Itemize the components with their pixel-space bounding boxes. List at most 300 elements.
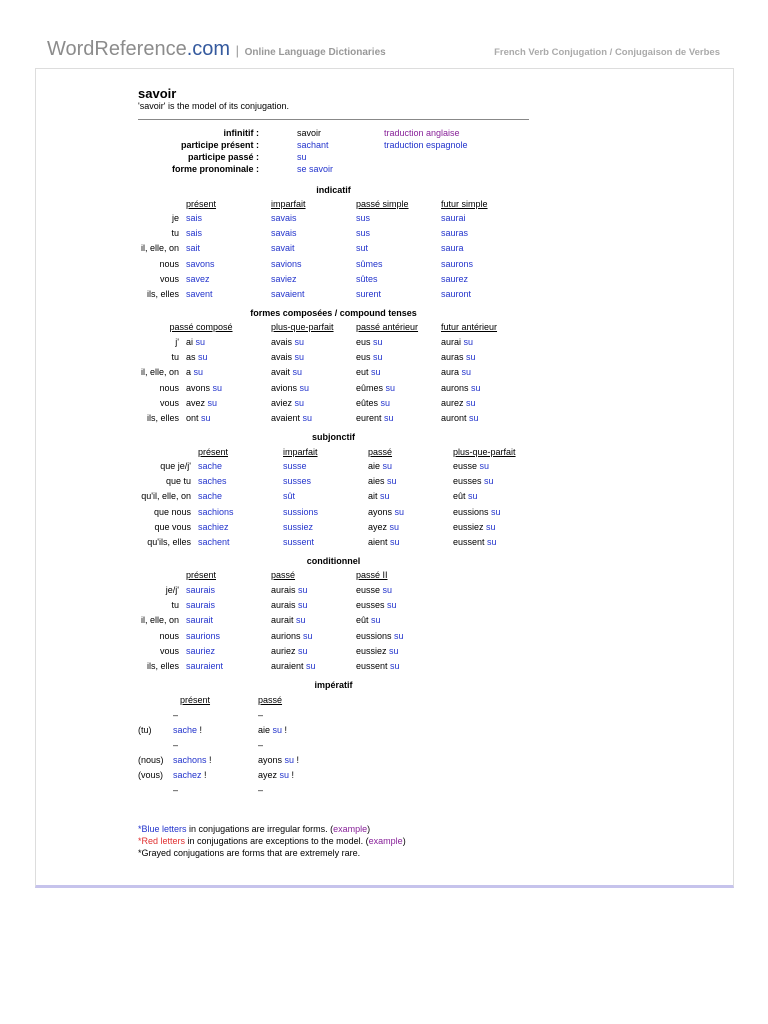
conjugation-cell	[173, 770, 207, 781]
conjugation-cell	[173, 755, 212, 766]
auxiliary-text: avons	[186, 383, 213, 393]
conjugation-cell	[368, 491, 390, 502]
verb-form: su	[466, 352, 476, 362]
conjugation-cell	[186, 367, 203, 378]
punctuation: !	[201, 770, 207, 780]
footnote-marker: *	[138, 824, 142, 834]
conjugation-cell	[356, 615, 381, 626]
conjugation-cell	[283, 476, 311, 487]
auxiliary-text: as	[186, 352, 199, 362]
translation-link[interactable]: traduction anglaise	[384, 128, 460, 138]
auxiliary-text: –	[173, 785, 179, 795]
auxiliary-text: aient	[368, 537, 391, 547]
pronoun: ils, elles	[146, 661, 179, 671]
verb-form: su	[468, 491, 478, 501]
auxiliary-text: eûtes	[356, 398, 381, 408]
punctuation: !	[282, 725, 288, 735]
verb-form: su	[389, 646, 399, 656]
pronoun: vous	[159, 646, 179, 656]
example-link-red[interactable]: example	[368, 836, 403, 846]
verb-form: saura	[441, 243, 464, 253]
tense-header: passé simple	[356, 199, 409, 209]
conjugation-cell	[258, 725, 287, 736]
conjugation-cell	[173, 725, 202, 736]
conjugation-cell	[271, 228, 297, 239]
footnote-gray: *Grayed conjugations are forms that are extremely rare.	[138, 848, 361, 858]
verb-form: sache	[198, 461, 223, 471]
verb-form: su	[390, 661, 400, 671]
conjugation-cell	[271, 631, 313, 642]
conjugation-cell	[356, 243, 368, 254]
verb-form: su	[306, 661, 316, 671]
verb-form: susse	[283, 461, 307, 471]
conjugation-cell	[198, 507, 234, 518]
auxiliary-text: eusse	[453, 461, 480, 471]
verb-form: su	[299, 383, 310, 393]
verb-form: su	[198, 352, 208, 362]
auxiliary-text: aurais	[271, 600, 299, 610]
footnote-blue-label: Blue letters	[141, 824, 187, 834]
footnote-text: in conjugations are exceptions to the model. (	[185, 836, 369, 846]
auxiliary-text: eussent	[453, 537, 488, 547]
verb-form: sache	[198, 491, 223, 501]
tense-header: présent	[185, 570, 217, 580]
auxiliary-text: eussions	[453, 507, 492, 517]
auxiliary-text: aurai	[441, 337, 464, 347]
auxiliary-text: avez	[186, 398, 208, 408]
verb-form: su	[292, 367, 303, 377]
pronoun: nous	[159, 259, 179, 269]
verb-form: savent	[186, 289, 213, 299]
verb-form: saurons	[441, 259, 474, 269]
auxiliary-text: ayons	[368, 507, 395, 517]
tense-header: imparfait	[283, 447, 318, 457]
verb-form: sus	[356, 213, 371, 223]
auxiliary-text: avais	[271, 352, 295, 362]
pronoun: il, elle, on	[140, 367, 179, 377]
verb-form: sauras	[441, 228, 469, 238]
auxiliary-text: ayez	[368, 522, 390, 532]
verb-form: su	[387, 600, 397, 610]
auxiliary-text: eût	[453, 491, 469, 501]
section-title: conditionnel	[306, 556, 361, 566]
conjugation-cell	[356, 274, 378, 285]
conjugation-cell	[271, 383, 309, 394]
verb-form: sûtes	[356, 274, 378, 284]
conjugation-cell	[356, 585, 392, 596]
pronoun: que nous	[153, 507, 191, 517]
conjugation-cell	[441, 289, 471, 300]
conjugation-cell	[356, 413, 394, 424]
pronoun: tu	[171, 600, 179, 610]
verb-form: su	[484, 476, 494, 486]
verb-form: sût	[283, 491, 296, 501]
info-label: participe présent :	[180, 140, 259, 150]
conjugation-cell	[356, 661, 400, 672]
auxiliary-text: avais	[271, 337, 295, 347]
conjugation-cell	[258, 785, 263, 796]
tense-header: présent	[197, 447, 229, 457]
section-title: formes composées / compound tenses	[250, 308, 417, 318]
verb-form: su	[207, 398, 218, 408]
conjugation-cell	[368, 507, 404, 518]
verb-form: su	[294, 337, 305, 347]
auxiliary-text: –	[173, 740, 179, 750]
conjugation-cell	[356, 398, 390, 409]
verb-form: su	[461, 367, 472, 377]
conjugation-cell	[283, 522, 313, 533]
verb-form: su	[394, 631, 404, 641]
auxiliary-text: auras	[441, 352, 467, 362]
verb-form: sussiez	[283, 522, 314, 532]
conjugation-cell	[258, 770, 294, 781]
verb-form: su	[371, 367, 381, 377]
conjugation-cell	[441, 337, 473, 348]
verb-form: su	[272, 725, 283, 735]
auxiliary-text: a	[186, 367, 194, 377]
example-link-blue[interactable]: example	[333, 824, 368, 834]
pronoun: il, elle, on	[140, 243, 179, 253]
auxiliary-text: eussions	[356, 631, 395, 641]
pronoun: que je/j'	[160, 461, 191, 471]
translation-link[interactable]: traduction espagnole	[384, 140, 468, 150]
auxiliary-text: eûmes	[356, 383, 386, 393]
verb-form: su	[284, 755, 295, 765]
pronoun: qu'il, elle, on	[141, 491, 191, 501]
tense-header: passé II	[356, 570, 388, 580]
auxiliary-text: aura	[441, 367, 462, 377]
verb-form: su	[380, 491, 390, 501]
conjugation-cell	[356, 259, 383, 270]
conjugation-cell	[283, 507, 318, 518]
tense-header: présent	[179, 695, 211, 705]
pronoun: ils, elles	[146, 413, 179, 423]
verb-form: sachent	[198, 537, 230, 547]
auxiliary-text: eut	[356, 367, 372, 377]
conjugation-cell	[441, 367, 471, 378]
conjugation-cell	[356, 213, 370, 224]
conjugation-cell	[441, 383, 481, 394]
verb-form: sauriez	[186, 646, 216, 656]
conjugation-cell	[356, 600, 397, 611]
conjugation-cell	[271, 352, 304, 363]
pronoun: je	[171, 213, 179, 223]
conjugation-cell	[356, 228, 370, 239]
tense-header: passé antérieur	[356, 322, 419, 332]
tense-header: plus-que-parfait	[271, 322, 334, 332]
auxiliary-text: aurons	[441, 383, 472, 393]
verb-form: su	[486, 522, 496, 532]
conjugation-cell	[173, 740, 178, 751]
verb-form: savait	[271, 243, 295, 253]
verb-form: saviez	[271, 274, 297, 284]
auxiliary-text: avaient	[271, 413, 303, 423]
verb-form: su	[296, 615, 306, 625]
auxiliary-text: eurent	[356, 413, 385, 423]
section-title: indicatif	[316, 185, 351, 195]
pronoun: tu	[171, 228, 179, 238]
conjugation-cell	[283, 461, 307, 472]
tense-header: futur simple	[441, 199, 488, 209]
conjugation-cell	[186, 398, 217, 409]
verb-form: su	[294, 352, 305, 362]
conjugation-cell	[441, 398, 476, 409]
punctuation: !	[289, 770, 295, 780]
auxiliary-text: avait	[271, 367, 293, 377]
auxiliary-text: aie	[368, 461, 383, 471]
conjugation-cell	[198, 461, 222, 472]
conjugation-cell	[453, 537, 497, 548]
verb-form: su	[389, 522, 400, 532]
info-label: participe passé :	[187, 152, 259, 162]
conjugation-cell	[271, 337, 304, 348]
verb-form: su	[387, 476, 397, 486]
verb-form: sauraient	[186, 661, 224, 671]
auxiliary-text: ayons	[258, 755, 285, 765]
conjugation-cell	[271, 600, 308, 611]
conjugation-cell	[441, 243, 464, 254]
verb-form: sachions	[198, 507, 234, 517]
conjugation-cell	[368, 461, 392, 472]
auxiliary-text: eût	[356, 615, 372, 625]
verb-form: su	[491, 507, 501, 517]
auxiliary-text: aurait	[271, 615, 297, 625]
pronoun: vous	[159, 274, 179, 284]
conjugation-cell	[258, 710, 263, 721]
conjugation-cell	[186, 274, 210, 285]
conjugation-cell	[271, 585, 308, 596]
tense-header: passé	[258, 695, 283, 705]
conjugation-cell	[356, 383, 395, 394]
footnote-red-label: Red letters	[141, 836, 186, 846]
verb-form: su	[471, 383, 481, 393]
conjugation-cell	[283, 537, 314, 548]
conjugation-cell	[186, 337, 205, 348]
conjugation-cell	[356, 337, 383, 348]
conjugation-cell	[258, 755, 299, 766]
verb-form: su	[298, 585, 308, 595]
auxiliary-text: –	[258, 740, 264, 750]
verb-form: su	[385, 383, 396, 393]
auxiliary-text: aurions	[271, 631, 304, 641]
conjugation-cell	[368, 537, 400, 548]
pronoun: qu'ils, elles	[147, 537, 191, 547]
footnote-marker: *	[138, 836, 142, 846]
conjugation-cell	[441, 228, 468, 239]
conjugation-cell	[186, 600, 215, 611]
verb-form: sussent	[283, 537, 315, 547]
conjugation-cell	[186, 289, 213, 300]
conjugation-cell	[368, 522, 399, 533]
auxiliary-text: eussent	[356, 661, 391, 671]
auxiliary-text: aurais	[271, 585, 299, 595]
verb-form: sut	[356, 243, 369, 253]
verb-form: susses	[283, 476, 312, 486]
verb-form: sauront	[441, 289, 472, 299]
verb-form: saurait	[186, 615, 214, 625]
conjugation-cell	[186, 661, 223, 672]
verb-form: saurais	[186, 585, 216, 595]
conjugation-cell	[186, 243, 200, 254]
verb-form: saches	[198, 476, 227, 486]
auxiliary-text: aurez	[441, 398, 467, 408]
verb-form: savais	[271, 228, 297, 238]
conjugation-cell	[198, 491, 222, 502]
conjugation-cell	[186, 631, 220, 642]
auxiliary-text: auriez	[271, 646, 299, 656]
footnote-text: )	[367, 824, 371, 834]
conjugation-cell	[441, 259, 473, 270]
auxiliary-text: eus	[356, 352, 374, 362]
pronoun: que vous	[154, 522, 191, 532]
conjugation-cell	[186, 259, 215, 270]
conjugation-cell	[453, 461, 489, 472]
auxiliary-text: eusses	[356, 600, 388, 610]
conjugation-cell	[356, 352, 383, 363]
conjugation-cell	[271, 367, 302, 378]
verb-form: su	[373, 352, 383, 362]
verb-form: su	[279, 770, 290, 780]
conjugation-cell	[356, 631, 404, 642]
auxiliary-text: eussiez	[356, 646, 390, 656]
info-value[interactable]: sachant	[297, 140, 329, 150]
conjugation-cell	[173, 785, 178, 796]
verb-form: su	[382, 461, 393, 471]
verb-form: sachons	[173, 755, 207, 765]
verb-form: su	[487, 537, 497, 547]
verb-form: su	[303, 631, 313, 641]
site-logo[interactable]	[47, 38, 386, 61]
conjugation-cell	[186, 413, 211, 424]
pronoun: (nous)	[138, 755, 164, 765]
auxiliary-text: eus	[356, 337, 374, 347]
verb-form: saurez	[441, 274, 469, 284]
verb-form: surent	[356, 289, 382, 299]
page-heading: French Verb Conjugation / Conjugaison de Verbes	[494, 47, 720, 58]
tense-header: passé composé	[169, 322, 233, 332]
verb-form: su	[298, 646, 308, 656]
verb-title: savoir	[138, 86, 177, 101]
tense-header: futur antérieur	[441, 322, 498, 332]
conjugation-cell	[186, 352, 208, 363]
tense-header: passé	[271, 570, 296, 580]
auxiliary-text: –	[173, 710, 179, 720]
footnote-text: )	[402, 836, 406, 846]
pronoun: ils, elles	[146, 289, 179, 299]
verb-form: savez	[186, 274, 210, 284]
pronoun: (tu)	[138, 725, 152, 735]
conjugation-cell	[271, 661, 316, 672]
verb-form: su	[382, 585, 393, 595]
conjugation-cell	[453, 476, 494, 487]
info-label: forme pronominale :	[171, 164, 259, 174]
auxiliary-text: eusse	[356, 585, 383, 595]
site-header	[0, 0, 768, 68]
verb-form: su	[373, 337, 383, 347]
conjugation-cell	[453, 491, 478, 502]
verb-form: savions	[271, 259, 302, 269]
verb-form: sais	[186, 213, 203, 223]
logo-com[interactable]: .com	[186, 38, 231, 60]
conjugation-cell	[441, 213, 466, 224]
info-value: savoir	[297, 128, 322, 138]
conjugation-cell	[186, 646, 215, 657]
verb-form: sais	[186, 228, 203, 238]
logo-main[interactable]: WordReference	[47, 38, 187, 60]
conjugation-cell	[283, 491, 295, 502]
auxiliary-text: aviez	[271, 398, 295, 408]
conjugation-cell	[453, 507, 501, 518]
verb-form: saurais	[186, 600, 216, 610]
verb-form: sache	[173, 725, 198, 735]
auxiliary-text: ayez	[258, 770, 280, 780]
pronoun: que tu	[165, 476, 191, 486]
info-value[interactable]: se savoir	[297, 164, 334, 174]
verb-form: su	[302, 413, 313, 423]
verb-form: su	[201, 413, 211, 423]
conjugation-cell	[173, 710, 178, 721]
verb-form: sussions	[283, 507, 319, 517]
info-value[interactable]: su	[297, 152, 307, 162]
verb-form: su	[298, 600, 308, 610]
conjugation-cell	[186, 213, 202, 224]
pronoun: tu	[171, 352, 179, 362]
auxiliary-text: –	[258, 785, 264, 795]
conjugation-cell	[271, 289, 305, 300]
pronoun: il, elle, on	[140, 615, 179, 625]
verb-form: su	[384, 413, 394, 423]
verb-model-note: 'savoir' is the model of its conjugation.	[138, 101, 290, 111]
footnote-text: in conjugations are irregular forms. (	[186, 824, 334, 834]
verb-form: sachez	[173, 770, 202, 780]
conjugation-cell	[356, 289, 381, 300]
verb-form: savaient	[271, 289, 305, 299]
verb-form: sûmes	[356, 259, 383, 269]
conjugation-cell	[356, 367, 381, 378]
verb-form: su	[479, 461, 490, 471]
conjugation-cell	[198, 476, 227, 487]
pronoun: je/j'	[165, 585, 179, 595]
auxiliary-text: ai	[186, 337, 196, 347]
conjugation-cell	[356, 646, 399, 657]
conjugation-cell	[186, 615, 213, 626]
verb-form: su	[466, 398, 476, 408]
conjugation-cell	[271, 646, 308, 657]
conjugation-cell	[186, 383, 222, 394]
logo-subtitle: Online Language Dictionaries	[244, 47, 386, 58]
auxiliary-text: avions	[271, 383, 300, 393]
conjugation-cell	[271, 213, 297, 224]
verb-form: su	[390, 537, 400, 547]
verb-form: saurai	[441, 213, 466, 223]
verb-form: su	[463, 337, 474, 347]
auxiliary-text: auraient	[271, 661, 307, 671]
conjugation-cell	[453, 522, 496, 533]
auxiliary-text: ont	[186, 413, 202, 423]
conjugation-cell	[198, 522, 229, 533]
pronoun: nous	[159, 631, 179, 641]
pronoun: vous	[159, 398, 179, 408]
auxiliary-text: aies	[368, 476, 388, 486]
punctuation: !	[294, 755, 300, 765]
divider	[138, 119, 529, 120]
auxiliary-text: auront	[441, 413, 470, 423]
verb-form: su	[371, 615, 381, 625]
verb-form: su	[394, 507, 405, 517]
footnote-blue	[138, 824, 370, 835]
conjugation-cell	[441, 274, 468, 285]
footnote-red	[138, 836, 406, 847]
